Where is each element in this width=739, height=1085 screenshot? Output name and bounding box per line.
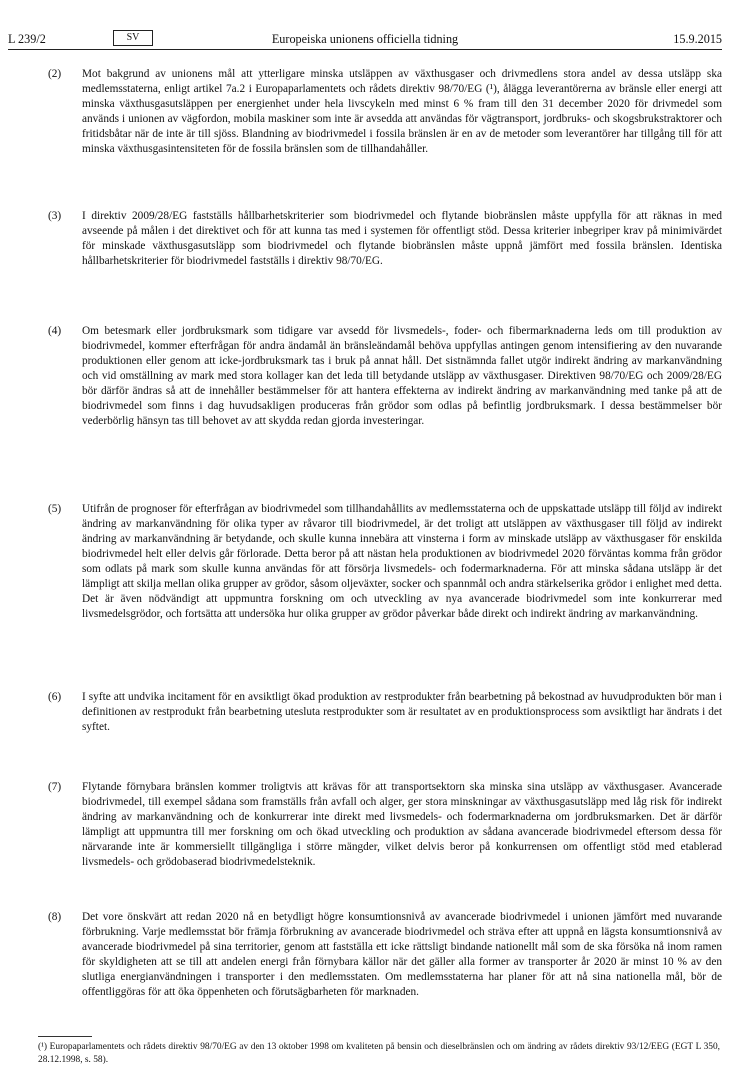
recital-text: I syfte att undvika incitament för en avsiktligt ökad produktion av restprodukter från bearbetning på bekostnad av huvudprodukten bör man i definitionen av restprodukt från bearbetning utesluta restprodukter som är resultatet av en produktionsprocess som avsiktligt har ändrats i det syftet. [82,691,722,733]
recital-8 [48,910,722,1000]
language-badge: SV [113,30,153,46]
recital-number: (2) [48,68,62,80]
recital-number: (6) [48,691,62,703]
recital-number: (8) [48,911,62,923]
recital-text: Utifrån de prognoser för efterfrågan av biodrivmedel som tillhandahållits av medlemsstaterna och de uppskattade utsläpp till följd av indirekt ändring av markanvändning för olika typer av råvaror till biodrivmedel, är det troligt att utsläppen av växthusgaser till följd av indirekt ändring av markanvändning är betydande, och skulle kunna innebära att vinsterna i form av minskade utsläpp av växthusgaser för enskilda biodrivmedel helt eller delvis går förlorade. Detta beror på att nästan hela produktionen av biodrivmedel 2020 förväntas komma från grödor som odlats på mark som skulle kunna användas för att försörja livsmedels- och fodermarknaderna. För att minska sådana utsläpp är det lämpligt att skilja mellan olika grupper av grödor, såsom oljeväxter, socker och spannmål och andra stärkelserika grödor i enlighet med detta. Det är även nödvändigt att uppmuntra forskning om och utveckling av nya avancerade biodrivmedel som inte konkurrerar med livsmedelsgrödor, och fortsätta att undersöka hur olika grupper av grödor påverkar både direkt och indirekt ändring av markanvändning. [82,503,722,620]
footnote: (¹) Europaparlamentets och rådets direktiv 98/70/EG av den 13 oktober 1998 om kvaliteten på bensin och dieselbränslen och om ändring av rådets direktiv 93/12/EEG (EGT L 350, 28.12.1998, s. 58). [38,1042,720,1065]
header-divider [8,49,722,50]
recital-5 [48,502,722,622]
recital-text: Flytande förnybara bränslen kommer troligtvis att krävas för att transportsektorn ska minska sina utsläpp av växthusgaser. Avancerade biodrivmedel, till exempel sådana som framställs från avfall och alger, ger stora minskningar av växthusgasutsläpp med låg risk för indirekt ändring av markanvändning och de konkurrerar inte direkt med livsmedels- och fodermarknaderna om jordbruksmarken. Det är därför lämpligt att uppmuntra till mer forskning om och ökad utveckling och produktion av sådana avancerade biodrivmedel eftersom dessa för närvarande inte är kommersiellt tillgängliga i större mängder, vilket delvis beror på konkurrensen om offentligt stöd med etablerad livsmedels- och grödobaserad biodrivmedelsteknik. [82,781,722,868]
page-reference: L 239/2 [8,32,46,46]
page-header [8,30,722,48]
recital-7 [48,780,722,870]
recital-3 [48,209,722,269]
recital-number: (4) [48,325,62,337]
publication-date: 15.9.2015 [673,32,722,46]
recital-text: Om betesmark eller jordbruksmark som tidigare var avsedd för livsmedels-, foder- och fibermarknaderna leds om till produktion av biodrivmedel, kommer efterfrågan för andra ändamål än bränsleändamål behöva uppfyllas antingen genom intensifiering av den nuvarande produktionen eller genom att icke-jordbruksmark tas i bruk på annat håll. Det sistnämnda fallet utgör indirekt ändring av markanvändning och vid omställning av mark med stora kollager kan det leda till betydande utsläpp av växthusgaser. Direktiven 98/70/EG och 2009/28/EG bör därför ändras så att de innehåller bestämmelser för att hantera effekterna av indirekt ändring av markanvändning med tanke på att de biodrivmedel som finns i dag huvudsakligen produceras från grödor som odlas på befintlig jordbruksmark. I dessa bestämmelser bör vederbörlig hänsyn tas till behovet av att skydda redan gjorda investeringar. [82,325,722,427]
journal-title: Europeiska unionens officiella tidning [271,32,459,46]
recital-6 [48,690,722,735]
recital-number: (3) [48,210,62,222]
recital-number: (7) [48,781,62,793]
recital-2 [48,67,722,157]
recital-number: (5) [48,503,62,515]
recital-text: Det vore önskvärt att redan 2020 nå en betydligt högre konsumtionsnivå av avancerade biodrivmedel i unionen jämfört med nuvarande förbrukning. Varje medlemsstat bör främja förbrukning av avancerade biodrivmedel och sträva efter att uppnå en lägsta konsumtionsnivå av avancerade biodrivmedel på sina territorier, genom att fastställa ett icke rättsligt bindande nationellt mål som de ska försöka nå inom ramen för skyldigheten att se till att andelen energi från förnybara källor när det gäller alla former av transporter år 2020 är minst 10 % av den slutliga energianvändningen i transporter i den medlemsstaten. Om medlemsstaterna har planer för att nå sina nationella mål, bör de offentliggöras för att öka öppenheten och förutsägbarheten för marknaden. [82,911,722,998]
recital-4 [48,324,722,429]
recital-text: I direktiv 2009/28/EG fastställs hållbarhetskriterier som biodrivmedel och flytande biobränslen måste uppfylla för att räknas in med avseende på målen i det direktivet och för att kunna tas med i systemen för offentligt stöd. Dessa kriterier inbegriper krav på minimivärdet för minskade växthusgasutsläpp som biodrivmedel och flytande biobränslen måste uppnå jämfört med fossila bränslen. Identiska hållbarhetskriterier för biodrivmedel fastställs i direktiv 98/70/EG. [82,210,722,267]
footnote-divider [38,1036,92,1037]
recital-text: Mot bakgrund av unionens mål att ytterligare minska utsläppen av växthusgaser och drivmedlens stora andel av dessa utsläpp ska medlemsstaterna, enligt artikel 7a.2 i Europaparlamentets och rådets direktiv 98/70/EG (¹), ålägga leverantörerna av bränsle eller energi att minska växthusgasutsläppen per energienhet under hela livscykeln med minst 6 % fram till den 31 december 2020 för drivmedel som används i unionen av vägfordon, mobila maskiner som inte är avsedda att användas för vägtransport, jordbruks- och skogsbrukstraktorer och fritidsbåtar när de inte är till sjöss. Blandning av biodrivmedel i fossila bränslen är en av de metoder som leverantörer har tillgång till för att minska växthusgasintensiteten för de fossila bränslen som de tillhandahåller. [82,68,722,155]
